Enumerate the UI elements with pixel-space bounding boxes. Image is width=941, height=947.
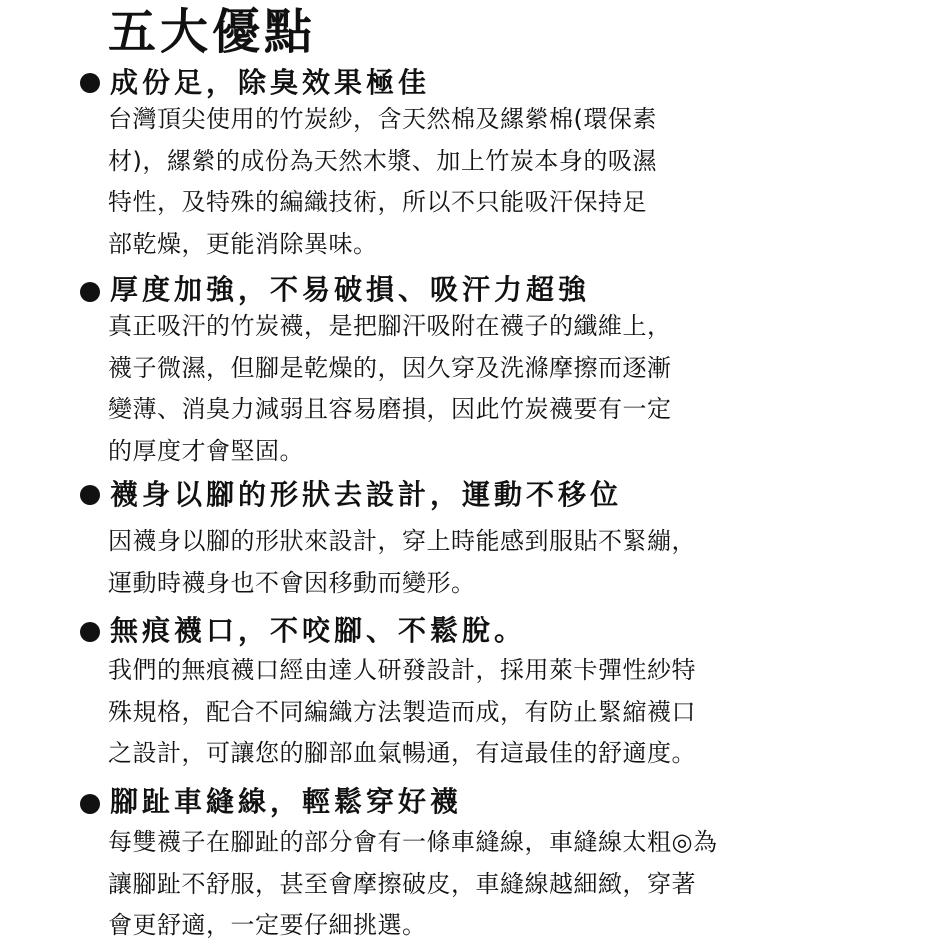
bullet-icon (80, 485, 100, 505)
body-line: 殊規格，配合不同編織方法製造而成，有防止緊縮襪口 (108, 697, 696, 726)
section-heading: 厚度加強，不易破損、吸汗力超強 (110, 273, 591, 306)
body-line: 材)，縲縈的成份為天然木漿、加上竹炭本身的吸濕 (108, 146, 657, 175)
body-line: 每雙襪子在腳趾的部分會有一條車縫線，車縫線太粗◎為 (108, 828, 718, 856)
section-body (108, 650, 768, 775)
bullet-icon (80, 794, 100, 814)
section-body (108, 822, 768, 947)
section-heading: 襪身以腳的形狀去設計，運動不移位 (110, 478, 623, 511)
body-line: 部乾燥，更能消除異味。 (108, 229, 378, 258)
body-line: 台灣頂尖使用的竹炭紗，含天然棉及縲縈棉(環保素 (108, 105, 657, 133)
section-body (108, 521, 768, 604)
body-line: 襪子微濕，但腳是乾燥的，因久穿及洗滌摩擦而逐漸 (108, 353, 672, 382)
body-line: 因襪身以腳的形狀來設計，穿上時能感到服貼不緊繃， (108, 527, 696, 555)
bullet-icon (80, 73, 100, 93)
section-heading: 成份足，除臭效果極佳 (110, 66, 431, 99)
body-line: 特性，及特殊的編織技術，所以不只能吸汗保持足 (108, 188, 647, 216)
bullet-icon (80, 282, 100, 302)
body-line: 真正吸汗的竹炭襪，是把腳汗吸附在襪子的纖維上， (108, 312, 672, 340)
body-line: 變薄、消臭力減弱且容易磨損，因此竹炭襪要有一定 (108, 395, 672, 423)
body-line: 的厚度才會堅固。 (108, 436, 304, 465)
section-heading: 無痕襪口，不咬腳、不鬆脫。 (110, 614, 527, 647)
body-line: 運動時襪身也不會因移動而變形。 (108, 568, 476, 597)
section-body (108, 99, 768, 265)
body-line: 之設計，可讓您的腳部血氣暢通，有這最佳的舒適度。 (108, 739, 696, 767)
section-body (108, 306, 768, 472)
body-line: 讓腳趾不舒服，甚至會摩擦破皮，車縫線越細緻，穿著 (108, 869, 696, 898)
bullet-icon (80, 622, 100, 642)
body-line: 會更舒適，一定要仔細挑選。 (108, 911, 427, 939)
section-heading: 腳趾車縫線，輕鬆穿好襪 (110, 785, 463, 818)
page-title: 五大優點 (108, 4, 317, 60)
body-line: 我們的無痕襪口經由達人研發設計，採用萊卡彈性紗特 (108, 656, 696, 684)
